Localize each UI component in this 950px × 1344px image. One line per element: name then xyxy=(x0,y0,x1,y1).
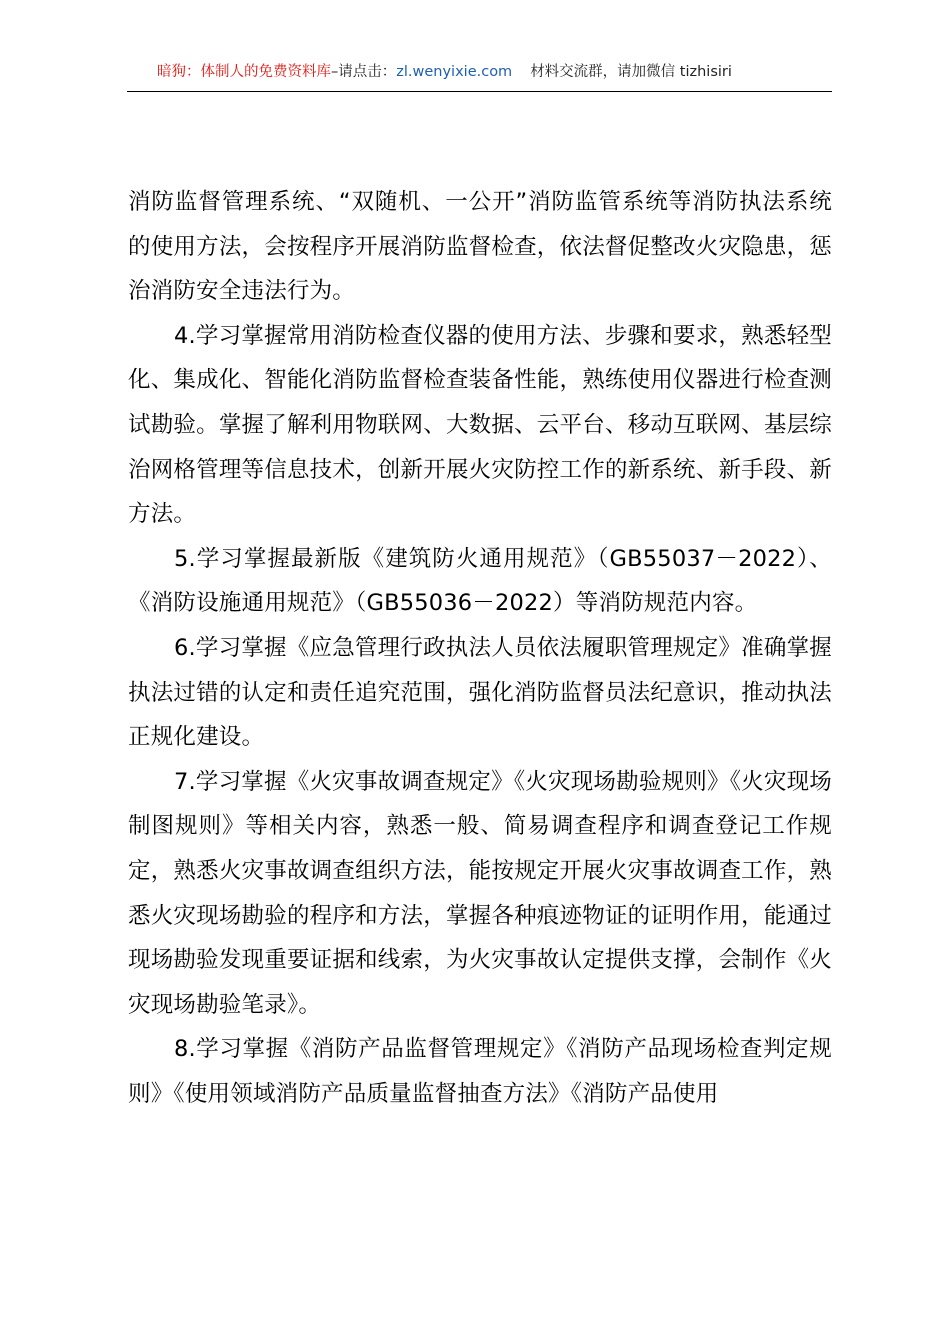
document-body xyxy=(128,180,832,1116)
page-header xyxy=(127,62,832,92)
paragraph-item-5: 5.学习掌握最新版《建筑防火通用规范》（GB55037－2022）、《消防设施通用规范》（GB55036－2022）等消防规范内容。 xyxy=(128,545,832,617)
header-brand: 暗狗：体制人的免费资料库 xyxy=(157,64,331,80)
paragraph-item-4: 4.学习掌握常用消防检查仪器的使用方法、步骤和要求，熟悉轻型化、集成化、智能化消防监督检查装备性能，熟练使用仪器进行检查测试勘验。掌握了解利用物联网、大数据、云平台、移动互联网、基层综治网格管理等信息技术，创新开展火灾防控工作的新系统、新手段、新方法。 xyxy=(128,322,832,528)
paragraph-item-7: 7.学习掌握《火灾事故调查规定》《火灾现场勘验规则》《火灾现场制图规则》等相关内容，熟悉一般、简易调查程序和调查登记工作规定，熟悉火灾事故调查组织方法，能按规定开展火灾事故调查工作，熟悉火灾现场勘验的程序和方法，掌握各种痕迹物证的证明作用，能通过现场勘验发现重要证据和线索，为火灾事故认定提供支撑，会制作《火灾现场勘验笔录》。 xyxy=(128,768,832,1018)
paragraph-item-8: 8.学习掌握《消防产品监督管理规定》《消防产品现场检查判定规则》《使用领域消防产品质量监督抽查方法》《消防产品使用 xyxy=(128,1036,832,1107)
header-url-link[interactable]: zl.wenyixie.com xyxy=(396,64,513,80)
header-prompt: –请点击： xyxy=(331,64,397,80)
header-contact: 材料交流群，请加微信 tizhisiri xyxy=(530,64,732,80)
paragraph-continuation: 消防监督管理系统、“双随机、一公开”消防监管系统等消防执法系统的使用方法，会按程序开展消防监督检查，依法督促整改火灾隐患，惩治消防安全违法行为。 xyxy=(128,189,832,305)
paragraph-item-6: 6.学习掌握《应急管理行政执法人员依法履职管理规定》准确掌握执法过错的认定和责任追究范围，强化消防监督员法纪意识，推动执法正规化建设。 xyxy=(128,634,832,751)
